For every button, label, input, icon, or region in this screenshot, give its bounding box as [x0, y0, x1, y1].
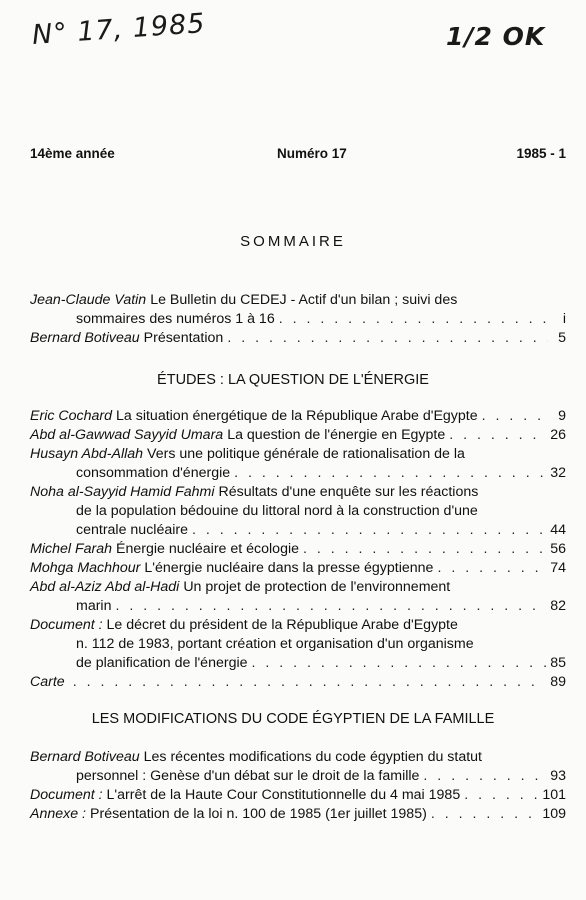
section-title-energie: ÉTUDES : LA QUESTION DE L'ÉNERGIE: [157, 372, 429, 388]
page-number: 101: [542, 787, 566, 803]
header-year: 14ème année: [30, 146, 115, 161]
toc-line: [30, 748, 566, 767]
toc-title-text: personnel : Genèse d'un débat sur le droit de la famille: [76, 768, 420, 784]
toc-title-text: sommaires des numéros 1 à 16: [76, 311, 275, 327]
handwritten-ok-note: 1/2 OK: [446, 22, 546, 51]
toc-title-text: Le Bulletin du CEDEJ - Actif d'un bilan ; suivi des: [150, 292, 458, 308]
toc-title-text: Résultats d'une enquête sur les réactions: [218, 484, 479, 500]
toc-entry: [30, 445, 566, 483]
page-number: 82: [550, 598, 566, 614]
toc-author: Annexe :: [30, 806, 87, 822]
toc-title-text: de la population bédouine du littoral nord à la construction d'une: [76, 503, 478, 519]
toc-entry: [30, 786, 566, 805]
page-number: 89: [550, 674, 566, 690]
toc-entry: [30, 329, 566, 348]
toc-line: [30, 673, 566, 692]
section-title-famille: LES MODIFICATIONS DU CODE ÉGYPTIEN DE LA FAMILLE: [91, 711, 495, 727]
toc-author: Bernard Botiveau: [30, 749, 140, 765]
page-number: 56: [550, 541, 566, 557]
toc-title-text: Les récentes modifications du code égyptien du statut: [143, 749, 482, 765]
header-date: 1985 - 1: [516, 146, 566, 161]
toc-line: [30, 502, 566, 521]
toc-title-text: La situation énergétique de la République Arabe d'Egypte: [116, 408, 478, 424]
toc-line: [30, 291, 566, 310]
toc-author: Michel Farah: [30, 541, 113, 557]
toc-line: [30, 616, 566, 635]
toc-entry: [30, 673, 566, 692]
toc-title-text: Présentation de la loi n. 100 de 1985 (1er juillet 1985): [90, 806, 427, 822]
toc-line: [30, 559, 566, 578]
intro-entries: [30, 291, 566, 348]
toc-author: Jean-Claude Vatin: [30, 292, 147, 308]
toc-title-text: La question de l'énergie en Egypte: [227, 427, 446, 443]
toc-author: Carte: [30, 674, 65, 690]
header-number: Numéro 17: [277, 146, 347, 161]
toc-title-text: Le décret du président de la République Arabe d'Egypte: [106, 617, 458, 633]
toc-author: Eric Cochard: [30, 408, 113, 424]
toc-line: [30, 767, 566, 786]
leader-dots: [482, 407, 548, 426]
toc-author: Bernard Botiveau: [30, 330, 140, 346]
toc-line: [30, 521, 566, 540]
leader-dots: [252, 654, 547, 673]
toc-title-text: L'arrêt de la Haute Cour Constitutionnelle du 4 mai 1985: [106, 787, 461, 803]
toc-entry: [30, 748, 566, 786]
leader-dots: [431, 805, 539, 824]
toc-author: Document :: [30, 787, 103, 803]
toc-line: [30, 635, 566, 654]
toc-author: Noha al-Sayyid Hamid Fahmi: [30, 484, 215, 500]
toc-title-text: consommation d'énergie: [76, 465, 231, 481]
toc-title-text: n. 112 de 1983, portant création et organisation d'un organisme: [76, 636, 474, 652]
toc-line: [30, 464, 566, 483]
leader-dots: [303, 540, 546, 559]
toc-author: Document :: [30, 617, 103, 633]
toc-entry: [30, 291, 566, 329]
toc-line: [30, 483, 566, 502]
toc-title-text: L'énergie nucléaire dans la presse égyptienne: [144, 560, 434, 576]
toc-entry: [30, 616, 566, 673]
toc-line: [30, 597, 566, 616]
leader-dots: [464, 786, 538, 805]
leader-dots: [73, 673, 547, 692]
leader-dots: [115, 597, 546, 616]
page-number: 93: [550, 768, 566, 784]
handwritten-issue-note: N° 17, 1985: [31, 7, 207, 52]
toc-line: [30, 654, 566, 673]
toc-entry: [30, 559, 566, 578]
page-number: 5: [558, 330, 566, 346]
leader-dots: [437, 559, 546, 578]
leader-dots: [449, 426, 546, 445]
toc-line: [30, 445, 566, 464]
page-number: 26: [550, 427, 566, 443]
toc-line: [30, 578, 566, 597]
toc-title-text: Présentation: [143, 330, 224, 346]
famille-entries: [30, 748, 566, 824]
energie-entries: [30, 407, 566, 692]
page-number: 85: [550, 655, 566, 671]
toc-title-text: Vers une politique générale de rationalisation de la: [147, 446, 465, 462]
toc-entry: [30, 426, 566, 445]
toc-author: Abd al-Gawwad Sayyid Umara: [30, 427, 224, 443]
leader-dots: [423, 767, 546, 786]
toc-title-text: de planification de l'énergie: [76, 655, 248, 671]
toc-entry: [30, 483, 566, 540]
page-number: 9: [558, 408, 566, 424]
toc-author: Abd al-Aziz Abd al-Hadi: [30, 579, 180, 595]
leader-dots: [227, 329, 548, 348]
toc-line: [30, 329, 566, 348]
toc-title-text: Énergie nucléaire et écologie: [116, 541, 299, 557]
leader-dots: [279, 310, 548, 329]
toc-entry: [30, 805, 566, 824]
toc-line: [30, 786, 566, 805]
toc-title-text: centrale nucléaire: [76, 522, 188, 538]
leader-dots: [192, 521, 546, 540]
toc-line: [30, 805, 566, 824]
toc-line: [30, 540, 566, 559]
toc-author: Mohga Machhour: [30, 560, 141, 576]
page-number: 74: [550, 560, 566, 576]
toc-entry: [30, 407, 566, 426]
toc-line: [30, 407, 566, 426]
page-number: 109: [542, 806, 566, 822]
page-number: 44: [550, 522, 566, 538]
toc-line: [30, 426, 566, 445]
leader-dots: [234, 464, 546, 483]
toc-title-text: marin: [76, 598, 112, 614]
toc-line: [30, 310, 566, 329]
toc-title-text: Un projet de protection de l'environnement: [183, 579, 451, 595]
page-number: i: [562, 311, 566, 327]
toc-entry: [30, 540, 566, 559]
toc-entry: [30, 578, 566, 616]
toc-author: Husayn Abd-Allah: [30, 446, 144, 462]
page-number: 32: [550, 465, 566, 481]
page-title: SOMMAIRE: [240, 233, 346, 250]
